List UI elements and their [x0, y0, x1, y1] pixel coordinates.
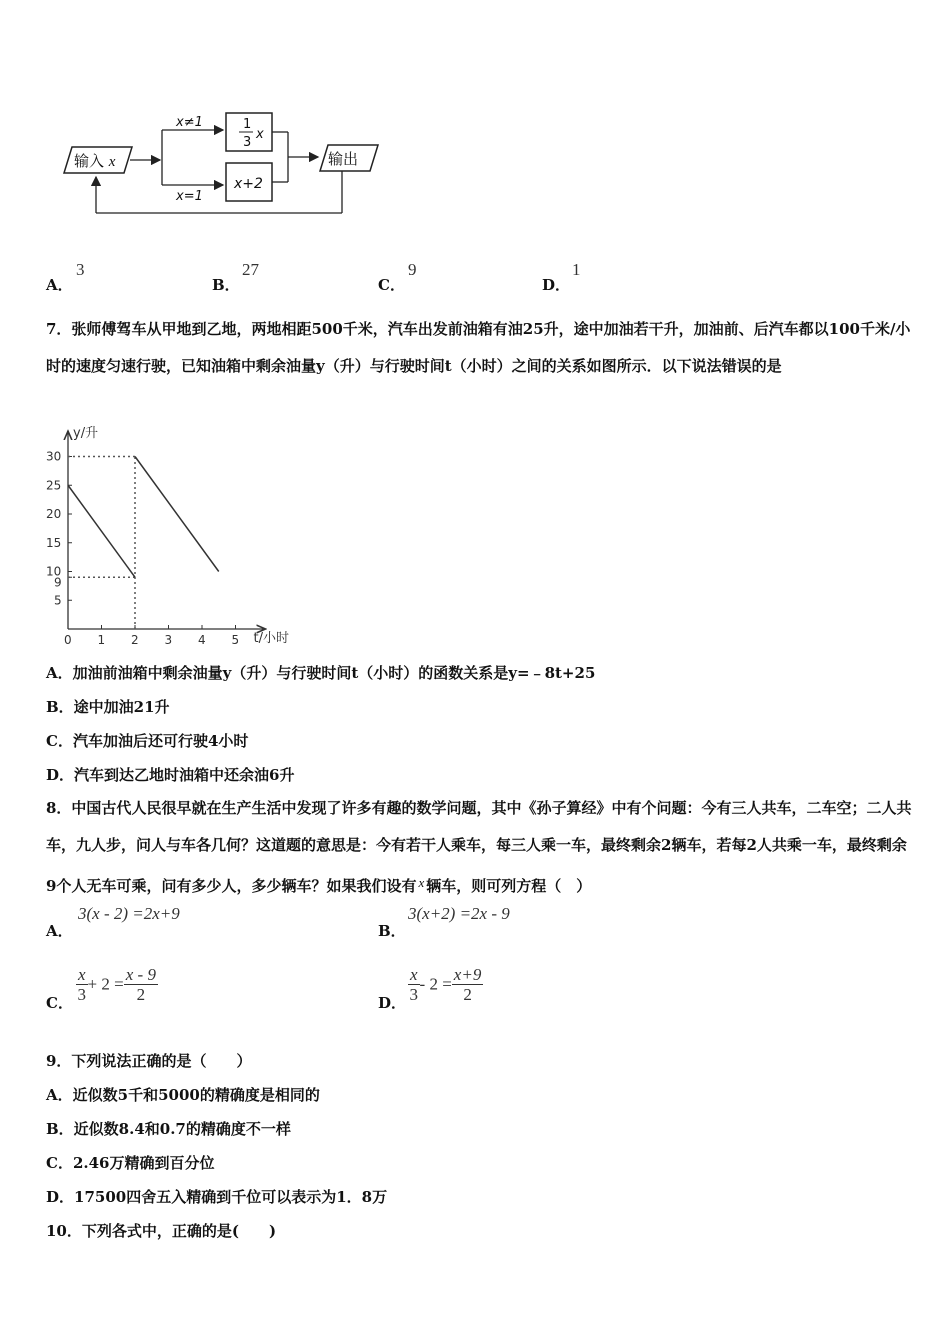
q8-option-b-equation: 3(x+2) =2x - 9	[408, 904, 510, 923]
q7-chart	[40, 425, 310, 650]
q7-question: 7．张师傅驾车从甲地到乙地，两地相距500千米，汽车出发前油箱有油25升，途中加油若干升，加油前、后汽车都以100千米/小时的速度匀速行驶，已知油箱中剩余油量y（升）与行驶时间t（小时）之间的关系如图所示．以下说法错误的是	[46, 320, 911, 375]
q6-option-b-value: 27	[242, 260, 259, 279]
svg-text:1: 1	[243, 117, 252, 132]
q7-option-c: C．汽车加油后还可行驶4小时	[46, 732, 249, 750]
x-tick-label: 2	[131, 633, 139, 647]
series-line-1	[68, 485, 135, 577]
q6-option-b-letter: B．	[212, 276, 240, 294]
q7-option-a: A．加油前油箱中剩余油量y（升）与行驶时间t（小时）的函数关系是y=﹣8t+25	[46, 664, 596, 682]
q7-option-d: D．汽车到达乙地时油箱中还余油6升	[46, 766, 295, 784]
series-line-2	[135, 457, 219, 572]
y-tick-label: 9	[54, 575, 62, 590]
q9-option-a: A．近似数5千和5000的精确度是相同的	[46, 1086, 320, 1104]
q8-option-c-equation: $\frac{x}{3}$ + 2 = $\frac{x - 9}{2}$	[77, 965, 156, 1004]
cond-top: x≠1	[176, 115, 203, 130]
y-tick-label: 30	[46, 449, 62, 464]
q6-option-d-value: 1	[572, 260, 581, 279]
q8-var: x	[418, 875, 425, 890]
y-tick-label: 20	[46, 507, 62, 521]
q10-question: 10．下列各式中，正确的是( )	[46, 1222, 277, 1240]
y-axis-label: y/升	[73, 426, 99, 441]
q6-option-d-letter: D．	[542, 276, 571, 294]
q9-question: 9．下列说法正确的是（ ）	[46, 1052, 252, 1070]
x-tick-label: 4	[198, 633, 206, 647]
q8-question: 8．中国古代人民很早就在生产生活中发现了许多有趣的数学问题，其中《孙子算经》中有个问题：今有三人共车，二车空；二人共车，九人步，问人与车各几何？这道题的意思是：今有若干人乘车，每三人乘一车，最终剩余2辆车，若每2人共乘一车，最终剩余9个人无车可乘，问有多少人，多少辆车？如果我们设有 x 辆车，则可列方程（ ）	[46, 799, 912, 895]
input-var: x	[108, 154, 116, 170]
y-tick-label: 5	[54, 593, 62, 608]
q6-option-a-letter: A．	[46, 276, 73, 294]
x-tick-label: 1	[97, 633, 106, 647]
q8-option-a-equation: 3(x - 2) =2x+9	[78, 904, 180, 923]
svg-text:3: 3	[243, 135, 252, 150]
q8-option-a-letter: A．	[46, 922, 73, 940]
q9-option-c: C．2.46万精确到百分位	[46, 1154, 215, 1172]
x-tick-label: 3	[164, 633, 173, 647]
y-tick-label: 15	[46, 535, 62, 550]
x-tick-label: 5	[231, 633, 240, 647]
svg-text:x+2: x+2	[234, 176, 263, 192]
x-axis-label: t/小时	[253, 631, 289, 646]
q7-option-b: B．途中加油21升	[46, 698, 170, 716]
q8-option-b-letter: B．	[378, 922, 406, 940]
input-label: 输入	[74, 152, 105, 170]
x-tick-label: 0	[64, 633, 72, 647]
y-tick-label: 25	[46, 478, 62, 493]
flowchart	[60, 105, 390, 220]
y-tick-label: 10	[46, 564, 62, 579]
q6-option-a-value: 3	[76, 260, 85, 279]
svg-text:输入 x	[74, 152, 116, 170]
q6-option-c-value: 9	[408, 260, 417, 279]
output-label: 输出	[328, 150, 359, 168]
q9-option-b: B．近似数8.4和0.7的精确度不一样	[46, 1120, 291, 1138]
q8-option-c-letter: C．	[46, 994, 73, 1012]
cond-bottom: x=1	[176, 189, 203, 204]
q8-option-d-letter: D．	[378, 994, 407, 1012]
svg-text:x: x	[256, 127, 264, 142]
q9-option-d: D．17500四舍五入精确到千位可以表示为1．8万	[46, 1188, 388, 1206]
q6-option-c-letter: C．	[378, 276, 405, 294]
q8-option-d-equation: $\frac{x}{3}$ - 2 = $\frac{x+9}{2}$	[409, 965, 482, 1004]
